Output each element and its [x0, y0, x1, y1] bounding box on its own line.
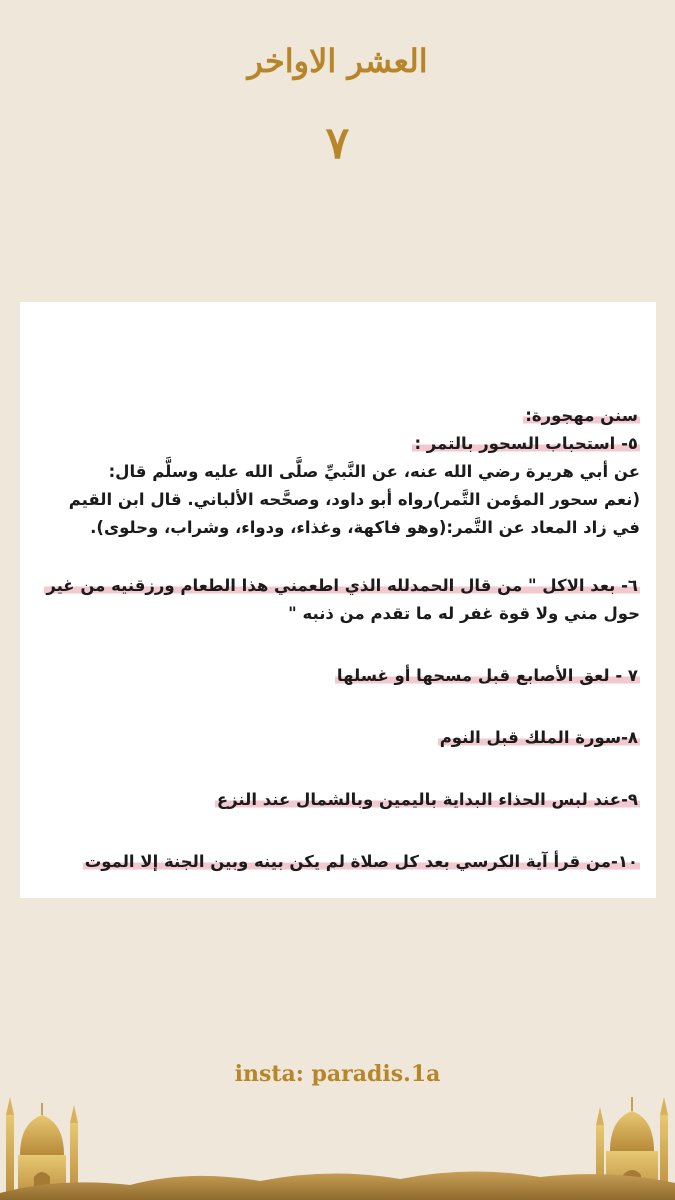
item-5-title: ٥- استحباب السحور بالتمر :	[414, 434, 638, 453]
item-9-line: ٩-عند لبس الحذاء البداية باليمين وبالشمال عند النزع	[216, 790, 638, 809]
item-5-line-1: عن أبي هريرة رضي الله عنه، عن النَّبيِّ صلَّى الله عليه وسلَّم قال:	[108, 462, 640, 481]
day-number: ٧	[325, 118, 350, 169]
item-6-line-1: ٦- بعد الاكل " من قال الحمدلله الذي اطعمني هذا الطعام ورزقنيه من غير	[46, 576, 638, 595]
content-card	[20, 302, 656, 898]
item-8	[38, 724, 640, 752]
item-7-line: ٧ - لعق الأصابع قبل مسحها أو غسلها	[336, 666, 638, 685]
sunnah-text	[38, 402, 640, 876]
dunes	[0, 1171, 675, 1200]
item-9	[38, 786, 640, 814]
item-6	[38, 572, 640, 628]
item-5-line-3: في زاد المعاد عن التَّمر:(وهو فاكهة، وغذاء، ودواء، وشراب، وحلوى).	[90, 518, 640, 537]
page-title: العشر الاواخر	[247, 42, 428, 80]
item-8-line: ٨-سورة الملك قبل النوم	[439, 728, 638, 747]
item-6-line-2: حول مني ولا قوة غفر له ما تقدم من ذنبه "	[288, 604, 640, 623]
item-10	[38, 848, 640, 876]
mosque-dunes-illustration	[0, 1085, 675, 1200]
section-heading: سنن مهجورة:	[525, 406, 638, 425]
instagram-handle: insta: paradis.1a	[234, 1061, 441, 1087]
item-5-line-2: (نعم سحور المؤمن التَّمر)رواه أبو داود، وصحَّحه الألباني. قال ابن القيم	[68, 490, 640, 509]
item-7	[38, 662, 640, 690]
item-10-line: ١٠-من قرأ آية الكرسي بعد كل صلاة لم يكن بينه وبين الجنة إلا الموت	[84, 852, 638, 871]
